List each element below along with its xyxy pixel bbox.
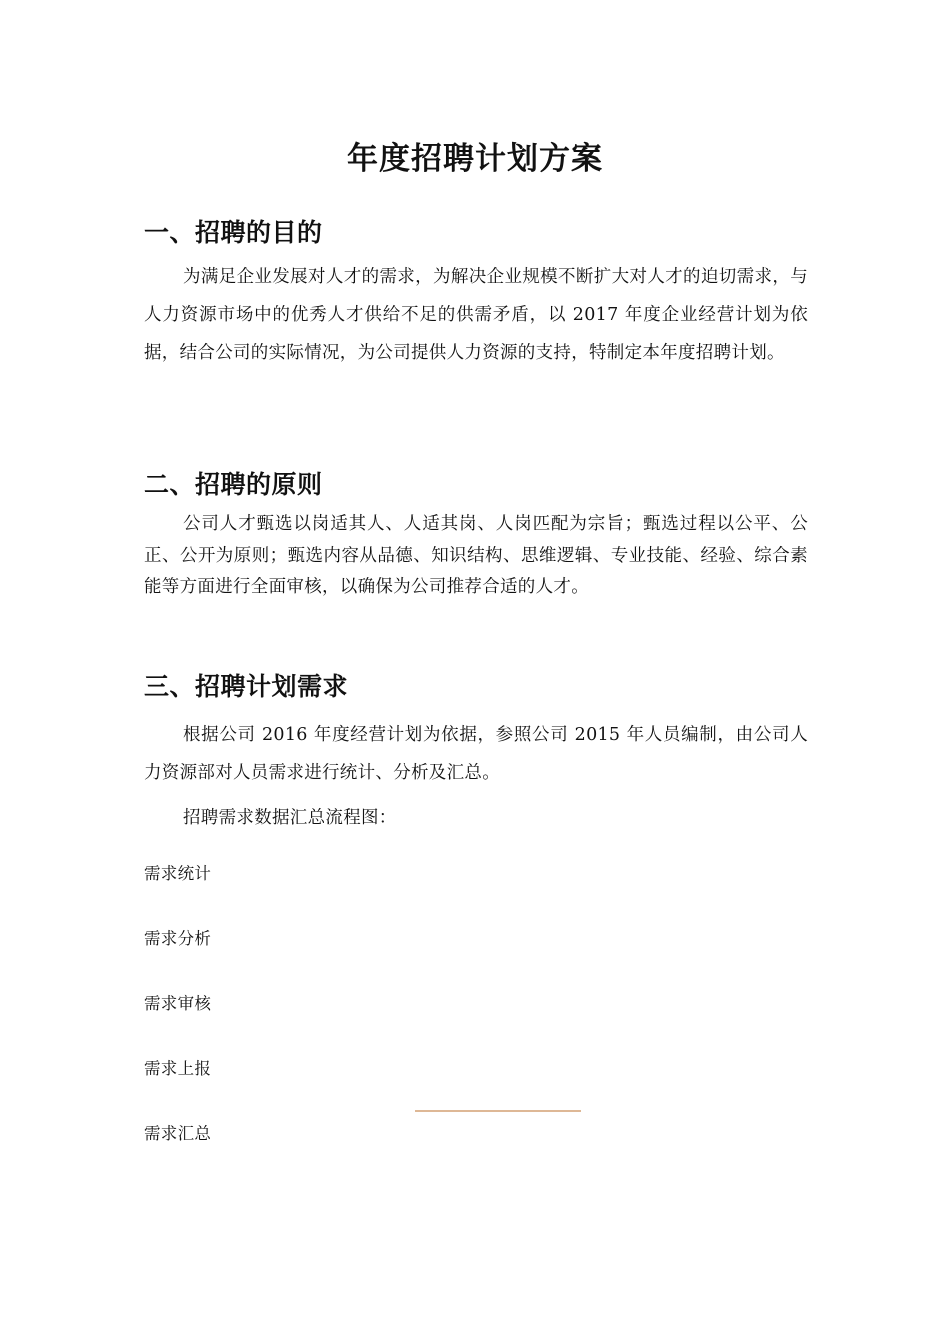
flow-connector-line [415, 1110, 581, 1112]
flow-step-statistics: 需求统计 [144, 864, 212, 883]
flow-step-report: 需求上报 [144, 1059, 212, 1078]
flow-step-summary: 需求汇总 [144, 1124, 212, 1143]
section-paragraph-principles: 公司人才甄选以岗适其人、人适其岗、人岗匹配为宗旨；甄选过程以公平、公正、公开为原则；甄选内容从品德、知识结构、思维逻辑、专业技能、经验、综合素能等方面进行全面审核，以确保为公司推荐合适的人才。 [144, 514, 808, 597]
flow-step-analysis: 需求分析 [144, 929, 212, 948]
document-title: 年度招聘计划方案 [347, 141, 603, 177]
section-heading-purpose: 一、招聘的目的 [144, 218, 323, 247]
flow-intro: 招聘需求数据汇总流程图： [183, 808, 397, 828]
section-heading-principles: 二、招聘的原则 [144, 470, 323, 499]
section-paragraph-purpose: 为满足企业发展对人才的需求，为解决企业规模不断扩大对人才的迫切需求，与人力资源市场中的优秀人才供给不足的供需矛盾，以 2017 年度企业经营计划为依据，结合公司的实际情况，为公司提供人力资源的支持，特制定本年度招聘计划。 [144, 267, 808, 363]
flow-step-review: 需求审核 [144, 994, 212, 1013]
section-heading-demand: 三、招聘计划需求 [144, 672, 349, 701]
section-paragraph-demand: 根据公司 2016 年度经营计划为依据，参照公司 2015 年人员编制，由公司人力资源部对人员需求进行统计、分析及汇总。 [144, 725, 808, 783]
